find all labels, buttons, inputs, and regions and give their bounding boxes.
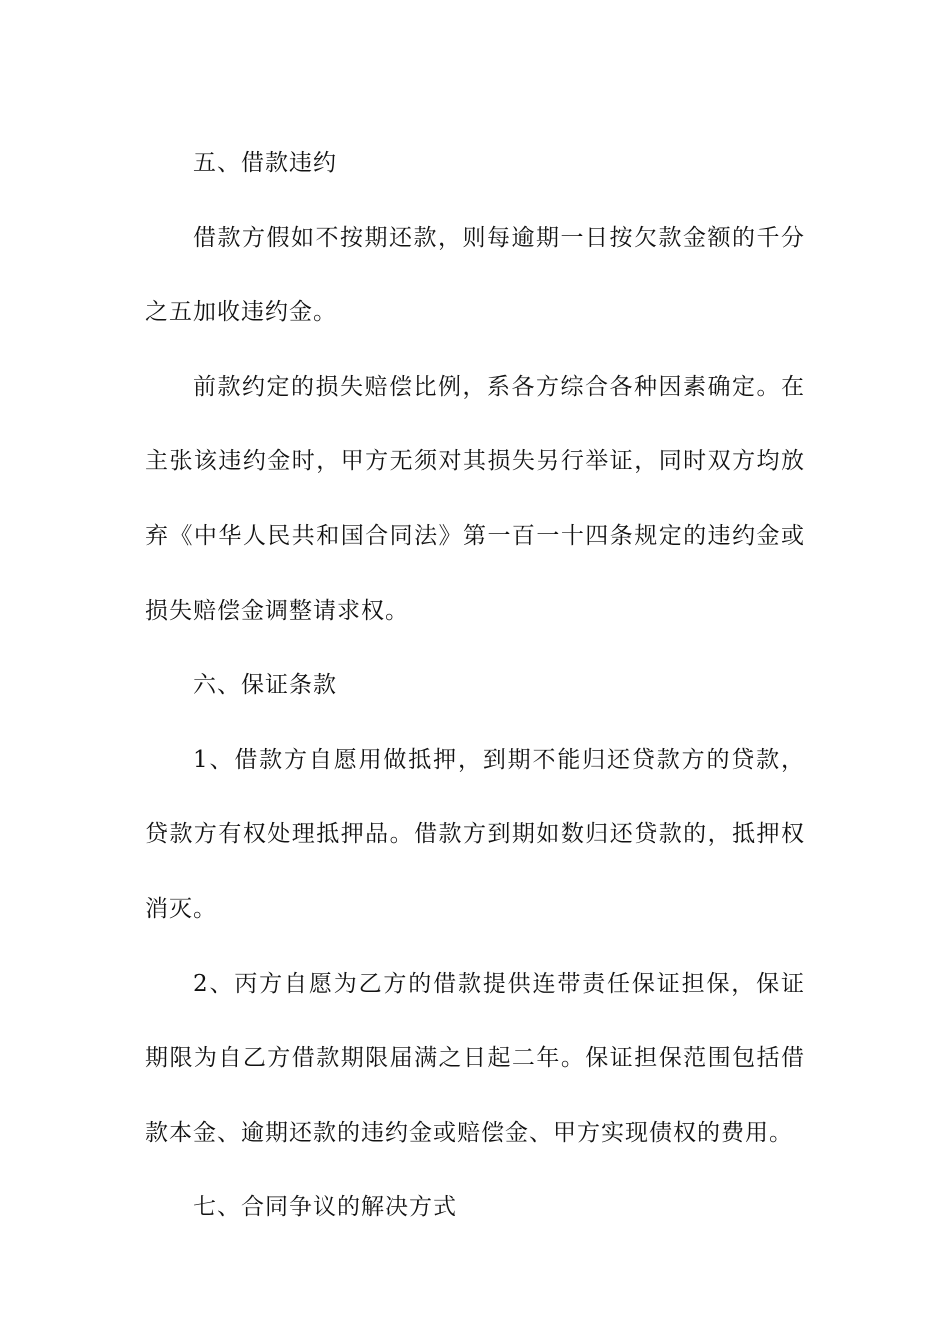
section-heading-breach: 五、借款违约: [193, 150, 337, 176]
section-heading-dispute: 七、合同争议的解决方式: [193, 1194, 457, 1221]
paragraph-joint-guarantee: 2、丙方自愿为乙方的借款提供连带责任保证担保，保证期限为自乙方借款期限届满之日起二年。保证担保范围包括借款本金、逾期还款的违约金或赔偿金、甲方实现债权的费用。: [145, 970, 805, 1146]
section-heading-guarantee: 六、保证条款: [193, 672, 337, 699]
paragraph-mortgage: 1、借款方自愿用做抵押，到期不能归还贷款方的贷款，贷款方有权处理抵押品。借款方到期如数归还贷款的，抵押权消灭。: [145, 746, 805, 922]
paragraph-damages-ratio: 前款约定的损失赔偿比例，系各方综合各种因素确定。在主张该违约金时，甲方无须对其损失另行举证，同时双方均放弃《中华人民共和国合同法》第一百一十四条规定的违约金或损失赔偿金调整请求权。: [145, 373, 805, 624]
paragraph-late-penalty: 借款方假如不按期还款，则每逾期一日按欠款金额的千分之五加收违约金。: [145, 224, 805, 326]
document-body: [145, 126, 805, 1245]
